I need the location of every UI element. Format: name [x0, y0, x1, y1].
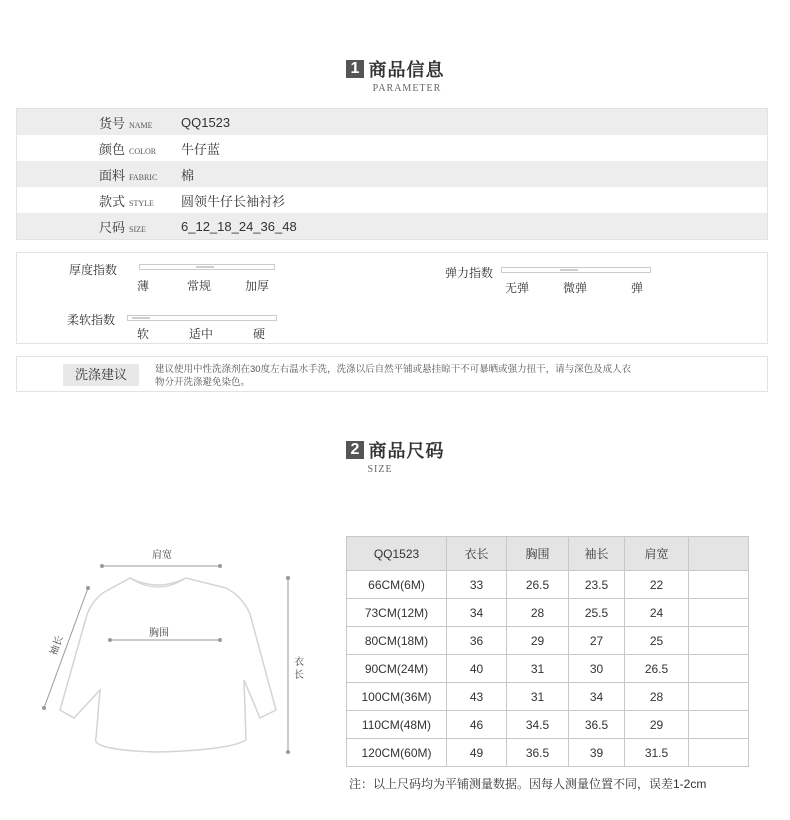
param-row-fabric: [17, 161, 767, 187]
size-cell: 26.5: [625, 655, 689, 683]
wash-advice-label: 洗涤建议: [63, 364, 139, 386]
size-cell: 34.5: [507, 711, 569, 739]
elasticity-option: 弹: [631, 281, 644, 295]
size-cell: 39: [569, 739, 625, 767]
thickness-label: 厚度指数: [69, 263, 118, 277]
table-row: [347, 599, 749, 627]
size-cell: 80CM(18M): [347, 627, 447, 655]
size-cell: 66CM(6M): [347, 571, 447, 599]
wash-advice-line: 建议使用中性洗涤剂在30度左右温水手洗，洗涤以后自然平铺或悬挂晾干不可暴晒或强力扭干，请与深色及成人衣: [155, 364, 632, 375]
size-cell: 110CM(48M): [347, 711, 447, 739]
table-row: [347, 655, 749, 683]
param-row-name: [17, 109, 767, 135]
size-cell: 100CM(36M): [347, 683, 447, 711]
size-note: 注：以上尺码均为平铺测量数据。因每人测量位置不同，误差1-2cm: [349, 777, 707, 791]
param-value: 圆领牛仔长袖衬衫: [181, 193, 286, 209]
elasticity-option: 微弹: [563, 281, 588, 295]
param-value: 棉: [181, 167, 195, 183]
index-panel: [16, 252, 768, 344]
size-table-header-cell: 袖长: [569, 537, 625, 571]
size-cell: 29: [625, 711, 689, 739]
size-cell: 31: [507, 683, 569, 711]
param-label-en: FABRIC: [129, 172, 158, 182]
thickness-option: 加厚: [245, 279, 270, 293]
size-cell: 30: [569, 655, 625, 683]
measurement-diagram: [30, 540, 320, 780]
thickness-marker: [196, 266, 214, 268]
section-subtitle: PARAMETER: [372, 83, 442, 94]
elasticity-label: 弹力指数: [445, 266, 494, 280]
size-cell: 31: [507, 655, 569, 683]
section-heading-size: [0, 437, 790, 475]
thickness-option: 常规: [187, 279, 212, 293]
size-cell: 36.5: [507, 739, 569, 767]
size-cell: 26.5: [507, 571, 569, 599]
size-cell: 31.5: [625, 739, 689, 767]
size-cell: 28: [625, 683, 689, 711]
param-label: 尺码: [98, 219, 125, 235]
size-cell: 40: [447, 655, 507, 683]
size-cell: 73CM(12M): [347, 599, 447, 627]
thickness-bar: [139, 264, 275, 270]
section-heading-parameter: [0, 56, 790, 94]
param-label-en: SIZE: [129, 224, 146, 234]
size-cell: 33: [447, 571, 507, 599]
parameter-table: [16, 108, 768, 240]
size-cell: 90CM(24M): [347, 655, 447, 683]
table-row: [347, 627, 749, 655]
param-label-en: NAME: [129, 120, 153, 130]
size-table-header-cell: QQ1523: [347, 537, 447, 571]
elasticity-bar: [501, 267, 651, 273]
param-label: 货号: [98, 115, 125, 131]
table-row: [347, 711, 749, 739]
size-cell: 120CM(60M): [347, 739, 447, 767]
softness-bar: [127, 315, 277, 321]
param-value: QQ1523: [181, 114, 231, 130]
wash-advice-line: 物分开洗涤避免染色。: [155, 377, 251, 388]
size-cell: 36.5: [569, 711, 625, 739]
size-cell: [689, 711, 749, 739]
size-cell: [689, 627, 749, 655]
table-row: [347, 739, 749, 767]
length-label-bottom: 长: [294, 670, 304, 681]
elasticity-option: 无弹: [505, 281, 530, 295]
param-row-style: [17, 187, 767, 213]
size-table-header-cell: 衣长: [447, 537, 507, 571]
chest-label: 胸围: [149, 628, 169, 639]
size-cell: 25: [625, 627, 689, 655]
size-cell: 27: [569, 627, 625, 655]
size-cell: 22: [625, 571, 689, 599]
param-label: 面料: [98, 167, 125, 183]
param-label-en: COLOR: [129, 146, 157, 156]
softness-label: 柔软指数: [67, 313, 116, 327]
shoulder-label: 肩宽: [152, 550, 172, 561]
size-table-header: [347, 537, 749, 571]
size-cell: 49: [447, 739, 507, 767]
size-cell: [689, 739, 749, 767]
table-row: [347, 683, 749, 711]
param-label-en: STYLE: [129, 198, 154, 208]
size-cell: 46: [447, 711, 507, 739]
section-subtitle: SIZE: [367, 464, 393, 475]
wash-advice-panel: [16, 356, 768, 392]
section-title: 商品信息: [368, 60, 445, 80]
param-label: 颜色: [98, 141, 125, 157]
sleeve-label: 袖长: [48, 634, 66, 658]
size-cell: 25.5: [569, 599, 625, 627]
softness-marker: [132, 317, 150, 319]
length-label-top: 衣: [294, 657, 304, 668]
size-cell: 43: [447, 683, 507, 711]
param-label: 款式: [98, 193, 125, 209]
softness-option: 软: [137, 327, 150, 341]
section-title: 商品尺码: [368, 441, 445, 461]
size-cell: 34: [447, 599, 507, 627]
param-row-color: [17, 135, 767, 161]
param-row-size: [17, 213, 767, 239]
size-cell: 29: [507, 627, 569, 655]
param-value: 牛仔蓝: [181, 141, 221, 157]
size-cell: [689, 599, 749, 627]
size-cell: 28: [507, 599, 569, 627]
param-value: 6_12_18_24_36_48: [181, 218, 297, 234]
size-cell: 23.5: [569, 571, 625, 599]
size-cell: 34: [569, 683, 625, 711]
size-cell: [689, 571, 749, 599]
size-table-header-cell: [689, 537, 749, 571]
size-cell: [689, 655, 749, 683]
size-table: [346, 536, 749, 767]
size-cell: [689, 683, 749, 711]
table-row: [347, 571, 749, 599]
size-cell: 24: [625, 599, 689, 627]
wash-advice-text: [155, 363, 665, 389]
size-table-header-cell: 肩宽: [625, 537, 689, 571]
softness-option: 硬: [253, 327, 266, 341]
section-number: 2: [346, 441, 365, 459]
shirt-outline-icon: [60, 578, 276, 752]
elasticity-marker: [560, 269, 578, 271]
size-cell: 36: [447, 627, 507, 655]
thickness-option: 薄: [137, 279, 150, 293]
softness-option: 适中: [189, 327, 214, 341]
size-table-header-cell: 胸围: [507, 537, 569, 571]
section-number: 1: [346, 60, 365, 78]
